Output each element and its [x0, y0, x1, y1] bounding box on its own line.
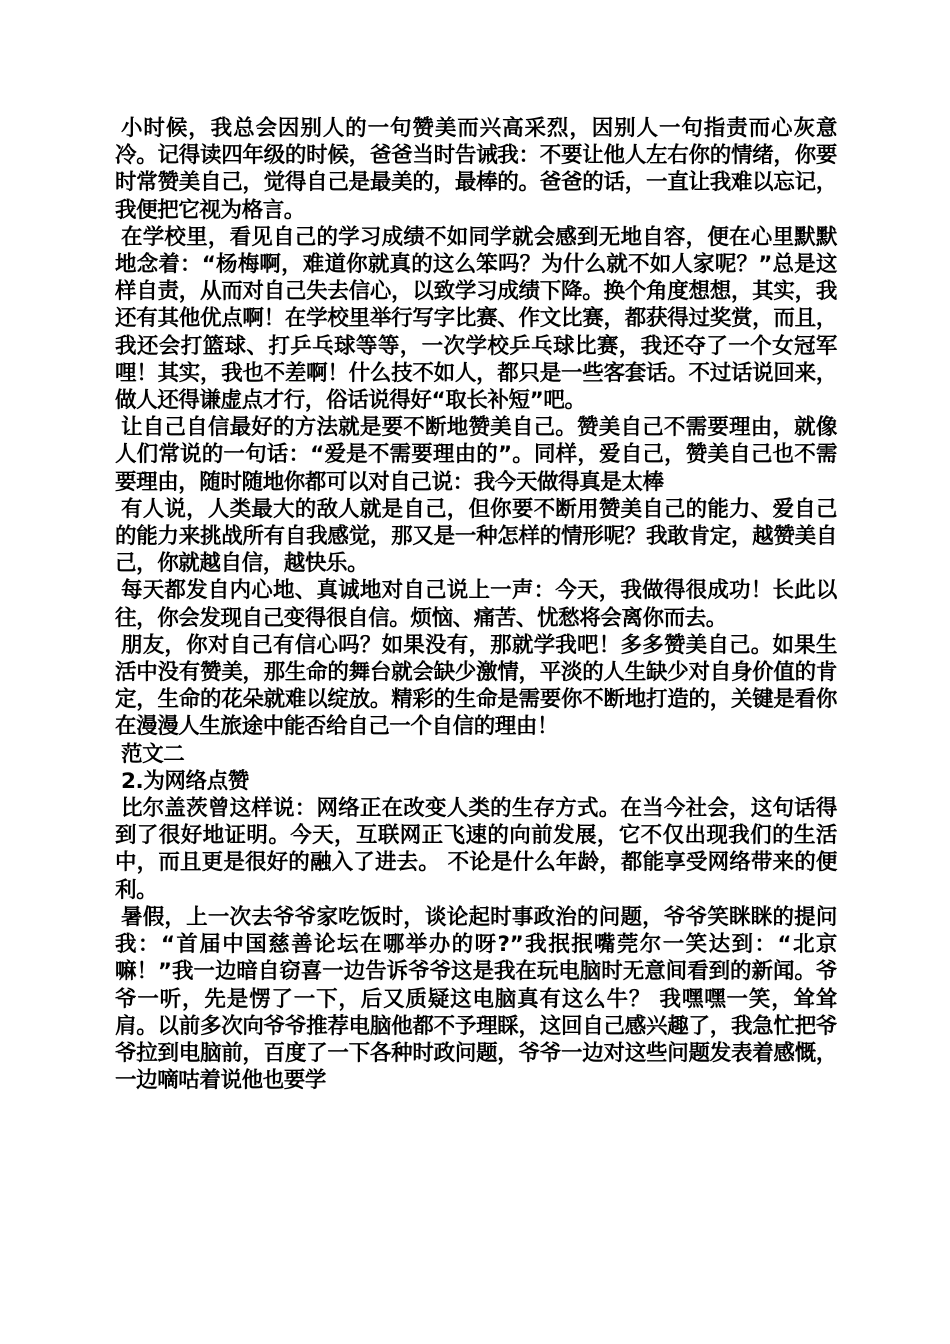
section-label: 范文二 — [121, 741, 185, 767]
paragraph: 比尔盖茨曾这样说：网络正在改变人类的生存方式。在当今社会，这句话得到了很好地证明。今天，互联网正飞速的向前发展，它不仅出现我们的生活中，而且更是很好的融入了进去。 不论是什么年龄，都能享受网络带来的便利。 — [115, 796, 837, 903]
paragraph: 有人说，人类最大的敌人就是自己，但你要不断用赞美自己的能力、爱自己的能力来挑战所有自我感觉，那又是一种怎样的情形呢？我敢肯定，越赞美自己，你就越自信，越快乐。 — [115, 496, 837, 577]
paragraph: 让自己自信最好的方法就是要不断地赞美自己。赞美自己不需要理由，就像人们常说的一句话：“爱是不需要理由的”。同样，爱自己，赞美自己也不需要理由，随时随地你都可以对自己说：我今天做得真是太棒 — [115, 415, 837, 495]
document-page — [115, 115, 837, 1094]
paragraph: 在学校里，看见自己的学习成绩不如同学就会感到无地自容，便在心里默默地念着：“杨梅啊，难道你就真的这么笨吗？为什么就不如人家呢？”总是这样自责，从而对自己失去信心，以致学习成绩下降。换个角度想想，其实，我还有其他优点啊！在学校里举行写字比赛、作文比赛，都获得过奖赏，而且，我还会打篮球、打乒乓球等等，一次学校乒乓球比赛，我还夺了一个女冠军哩！其实，我也不差啊！什么技不如人，都只是一些客套话。不过话说回来，做人还得谦虚点才行，俗话说得好“取长补短”吧。 — [115, 224, 837, 414]
paragraph: 小时候，我总会因别人的一句赞美而兴高采烈，因别人一句指责而心灰意冷。记得读四年级的时候，爸爸当时告诫我：不要让他人左右你的情绪，你要时常赞美自己，觉得自己是最美的，最棒的。爸爸的话，一直让我难以忘记，我便把它视为格言。 — [115, 116, 837, 223]
paragraph: 朋友，你对自己有信心吗？如果没有，那就学我吧！多多赞美自己。如果生活中没有赞美，那生命的舞台就会缺少激情，平淡的人生缺少对自身价值的肯定，生命的花朵就难以绽放。精彩的生命是需要你不断地打造的，关键是看你在漫漫人生旅途中能否给自己一个自信的理由！ — [115, 632, 837, 740]
paragraph: 每天都发自内心地、真诚地对自己说上一声：今天，我做得很成功！长此以往，你会发现自己变得很自信。烦恼、痛苦、忧愁将会离你而去。 — [115, 578, 837, 631]
paragraph: 暑假，上一次去爷爷家吃饭时，谈论起时事政治的问题，爷爷笑眯眯的提问我：“首届中国慈善论坛在哪举办的呀?”我抿抿嘴莞尔一笑达到：“北京嘛！”我一边暗自窃喜一边告诉爷爷这是我在玩电脑时无意间看到的新闻。爷爷一听，先是愣了一下，后又质疑这电脑真有这么牛？ 我嘿嘿一笑，耸耸肩。以前多次向爷爷推荐电脑他都不予理睬，这回自己感兴趣了，我急忙把爷爷拉到电脑前，百度了一下各种时政问题，爷爷一边对这些问题发表着感慨，一边嘀咕着说他也要学 — [115, 904, 837, 1094]
essay-title: 2.为网络点赞 — [121, 768, 249, 794]
